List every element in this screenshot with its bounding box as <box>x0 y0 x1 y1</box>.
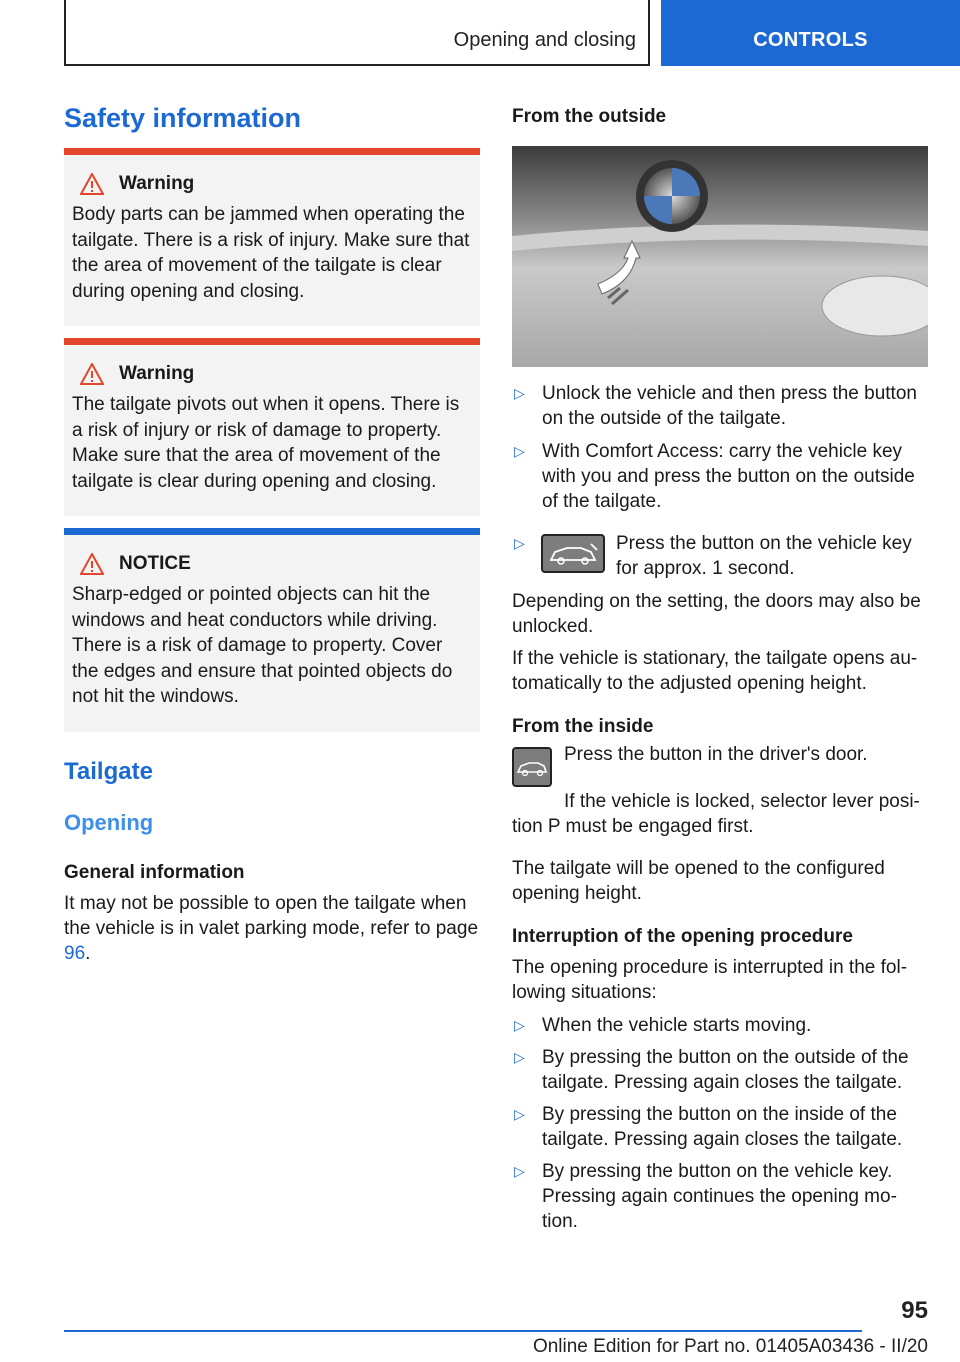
warning-label: Warning <box>119 173 195 194</box>
list-item: ▷ By pressing the button on the vehicle key. Pressing again continues the opening mo-tion. <box>514 1161 897 1232</box>
notice-label: NOTICE <box>119 553 191 574</box>
section-title-box <box>64 0 650 66</box>
warning-box-1 <box>64 148 480 326</box>
page-link[interactable]: 96 <box>64 942 86 964</box>
list-item: ▷ With Comfort Access: carry the vehicle key with you and press the button on the outside of the tailgate. <box>514 441 915 512</box>
list-item: ▷ By pressing the button on the outside of the tailgate. Pressing again closes the tailgate. <box>514 1047 909 1093</box>
tailgate-heading: Tailgate <box>64 757 153 785</box>
from-inside-heading: From the inside <box>512 716 654 737</box>
left-column <box>64 100 480 966</box>
paragraph: The tailgate will be opened to the configured opening height. <box>512 858 885 904</box>
from-outside-heading: From the outside <box>512 106 667 127</box>
triangle-bullet-icon: ▷ <box>514 535 525 551</box>
tailgate-button-photo <box>512 146 928 367</box>
paragraph: Depending on the setting, the doors may also be unlocked. <box>512 591 921 637</box>
list-item: ▷ Unlock the vehicle and then press the button on the outside of the tailgate. <box>514 383 917 429</box>
footer-rule <box>64 1330 862 1332</box>
interruption-heading: Interruption of the opening procedure <box>512 926 853 947</box>
outside-steps <box>512 381 928 514</box>
key-tailgate-button-icon <box>541 534 605 573</box>
paragraph: If the vehicle is locked, selector lever posi-tion P must be engaged first. <box>512 791 920 837</box>
right-column <box>512 100 928 1241</box>
list-item: ▷ When the vehicle starts moving. <box>514 1015 812 1036</box>
paragraph: If the vehicle is stationary, the tailgate opens au-tomatically to the adjusted opening height. <box>512 648 918 694</box>
opening-heading: Opening <box>64 809 154 835</box>
triangle-bullet-icon: ▷ <box>514 443 525 459</box>
safety-information-heading: Safety information <box>64 103 302 133</box>
warning-icon <box>80 173 104 195</box>
paragraph: Press the button in the driver's door. <box>564 744 868 765</box>
chapter-tab[interactable] <box>661 0 960 66</box>
triangle-bullet-icon: ▷ <box>514 1163 525 1179</box>
interruption-list <box>512 1013 928 1234</box>
warning-text: Body parts can be jammed when operating the tailgate. There is a risk of injury. Make sure that the area of movement of the tailgate is clear during opening and closing. <box>72 204 470 302</box>
door-tailgate-button-icon <box>512 747 552 787</box>
triangle-bullet-icon: ▷ <box>514 1049 525 1065</box>
triangle-bullet-icon: ▷ <box>514 385 525 401</box>
inside-button-step <box>512 742 928 782</box>
general-information-text: It may not be possible to open the tailgate when the vehicle is in valet parking mode, refer to page 96. <box>64 892 479 964</box>
triangle-bullet-icon: ▷ <box>514 1017 525 1033</box>
edition-info: Online Edition for Part no. 01405A03436 - II/20 <box>532 1336 928 1357</box>
warning-icon <box>80 363 104 385</box>
notice-text: Sharp-edged or pointed objects can hit the windows and heat conductors while driving. There is a risk of damage to property. Cover the edges and ensure that pointed objects do not hit the windows. <box>72 584 453 707</box>
chapter-tab-label: CONTROLS <box>753 29 868 51</box>
section-title: Opening and closing <box>453 29 636 51</box>
general-information-heading: General information <box>64 861 245 883</box>
list-item: ▷ By pressing the button on the inside of the tailgate. Pressing again closes the tailgate. <box>514 1104 903 1150</box>
triangle-bullet-icon: ▷ <box>514 1106 525 1122</box>
warning-box-2 <box>64 338 480 516</box>
notice-icon <box>80 553 104 575</box>
notice-box <box>64 528 480 732</box>
key-button-step: ▷ Press the button on the vehicle key for approx. 1 second. <box>514 533 912 579</box>
paragraph: The opening procedure is interrupted in the fol-lowing situations: <box>512 957 908 1003</box>
warning-text: The tailgate pivots out when it opens. There is a risk of injury or risk of damage to property. Make sure that the area of movement of the tailgate is clear during opening and closing. <box>72 394 460 492</box>
warning-label: Warning <box>119 363 195 384</box>
page-number: 95 <box>901 1297 928 1324</box>
page-header <box>64 0 960 66</box>
